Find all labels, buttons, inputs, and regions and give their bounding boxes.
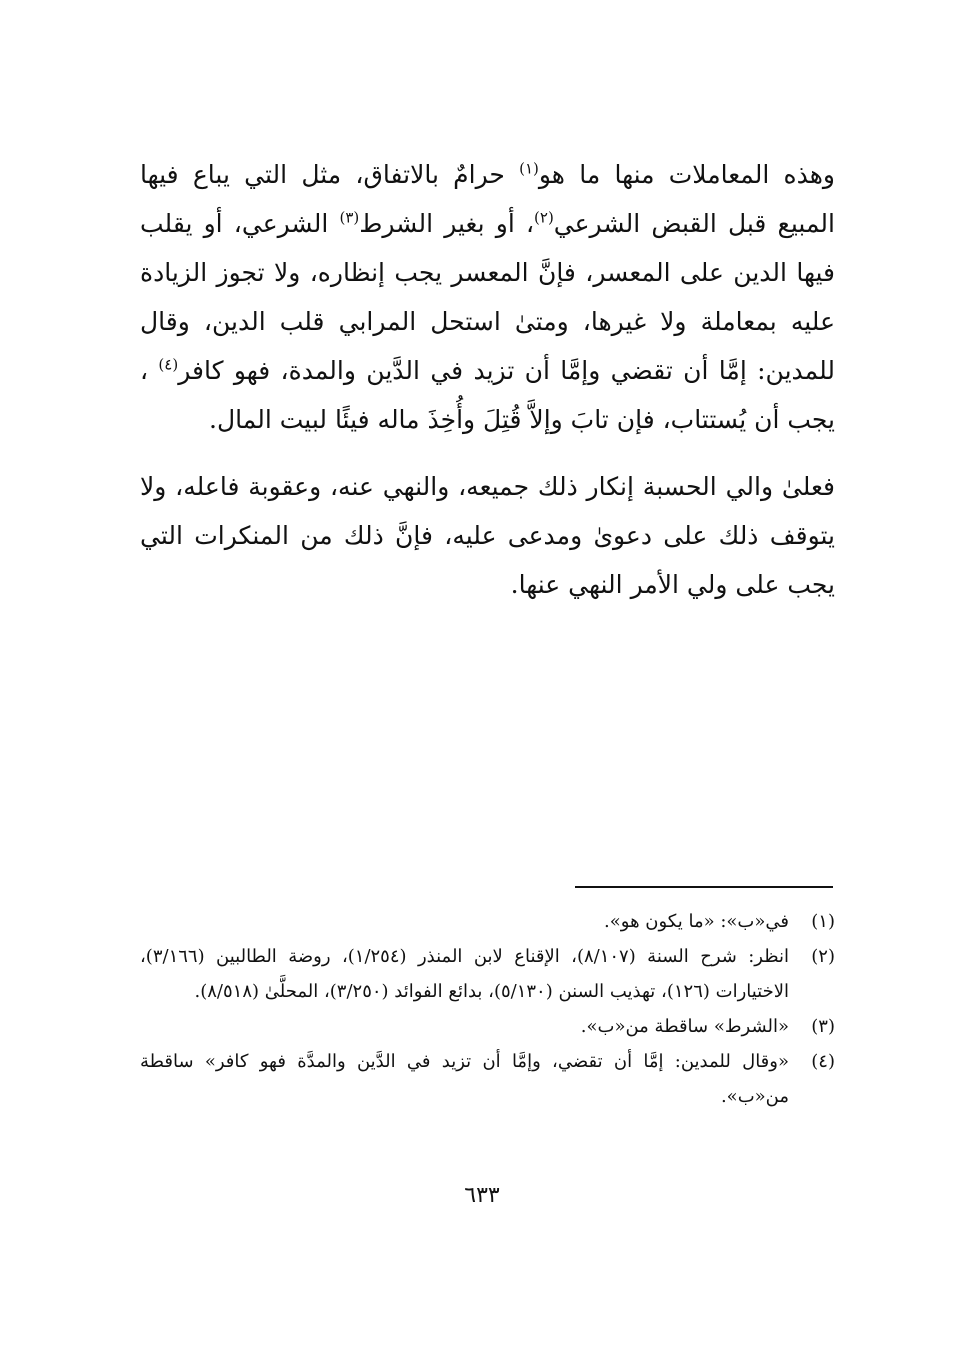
paragraph-1-part-e: ، يجب أن يُستتاب، فإن تابَ وإلاَّ قُتِلَ وأُخِذَ ماله فيئًا لبيت المال. <box>140 356 835 434</box>
footnote-number: (٢) <box>811 946 835 967</box>
footnote-2 <box>140 939 835 1009</box>
footnote-3 <box>140 1009 835 1044</box>
footnote-number: (١) <box>811 911 835 932</box>
paragraph-2: فعلىٰ والي الحسبة إنكار ذلك جميعه، والنهي عنه، وعقوبة فاعله، ولا يتوقف ذلك على دعوىٰ ومدعى عليه، فإنَّ ذلك من المنكرات التي يجب على ولي الأمر النهي عنها. <box>140 472 835 599</box>
footnote-ref-4[interactable]: (٤) <box>158 355 179 374</box>
footnote-4 <box>140 1044 835 1114</box>
paragraph-1-part-a: وهذه المعاملات منها ما هو <box>538 160 836 189</box>
page-number: ٦٣٣ <box>464 1183 500 1208</box>
footnote-text: في«ب»: «ما يكون هو». <box>604 911 789 932</box>
footnotes <box>140 904 835 1114</box>
footnote-text: انظر: شرح السنة (٨/١٠٧)، الإقناع لابن المنذر (١/٢٥٤)، روضة الطالبين (٣/١٦٦)، الاختيارات (١٢٦)، تهذيب السنن (٥/١٣٠)، بدائع الفوائد (٣/٢٥٠)، المحلَّىٰ (٨/٥١٨). <box>140 946 790 1002</box>
footnote-ref-2[interactable]: (٢) <box>534 208 554 227</box>
paragraph-1-part-b: حرامٌ بالاتفاق، مثل التي يباع فيها المبيع قبل القبض الشرعي <box>140 160 835 238</box>
footnote-number: (٣) <box>811 1016 835 1037</box>
footnote-text: «وقال للمدين: إمَّا أن تقضي، وإمَّا أن تزيد في الدَّين والمدَّة فهو كافر» ساقطة من«ب». <box>140 1051 789 1107</box>
main-text <box>140 150 835 609</box>
paragraph-1-part-d: الشرعي، أو يقلب فيها الدين على المعسر، فإنَّ المعسر يجب إنظاره، ولا تجوز الزيادة عليه بمعاملة ولا غيرها، ومتىٰ استحل المرابي قلب الدين، وقال للمدين: إمَّا أن تقضي وإمَّا أن تزيد في الدَّين والمدة، فهو كافر <box>140 209 835 385</box>
footnote-number: (٤) <box>811 1051 835 1072</box>
footnote-text: «الشرط» ساقطة من«ب». <box>580 1016 789 1037</box>
footnote-separator <box>575 886 833 888</box>
footnote-ref-3[interactable]: (٣) <box>339 208 360 227</box>
paragraph-1-part-c: ، أو بغير الشرط <box>359 209 535 238</box>
footnote-1 <box>140 904 835 939</box>
paragraph-1 <box>140 150 835 444</box>
footnote-ref-1[interactable]: (١) <box>519 159 539 178</box>
